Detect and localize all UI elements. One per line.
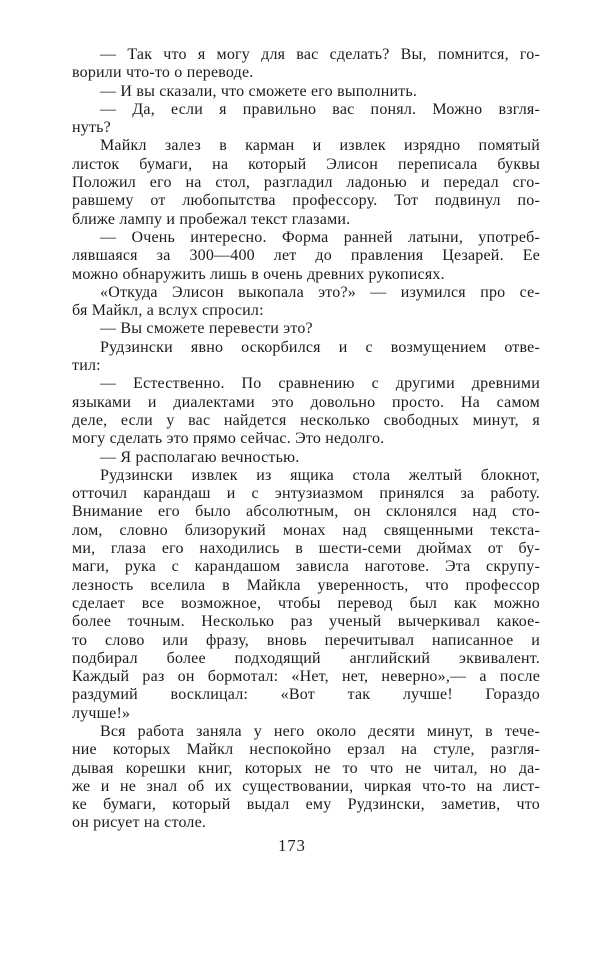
- text-line: листок бумаги, на который Элисон переписала буквы: [72, 155, 540, 173]
- text-line: нуть?: [72, 119, 111, 137]
- paragraph: [72, 284, 540, 321]
- text-line: ближе лампу и пробежал текст глазами.: [72, 210, 351, 228]
- paragraph: [72, 101, 540, 138]
- text-line: ние которых Майкл неспокойно ерзал на стуле, разгля-: [72, 741, 540, 759]
- text-line: деле, если у вас найдется несколько свободных минут, я: [72, 411, 540, 429]
- text-line: ворили что-то о переводе.: [72, 64, 254, 82]
- text-line: могу сделать это прямо сейчас. Это недолго.: [72, 430, 385, 448]
- text-block: [72, 46, 540, 833]
- text-line: тил:: [72, 357, 101, 375]
- text-line: отточил карандаш и с энтузиазмом принялся за работу.: [72, 485, 540, 503]
- text-line: можно обнаружить лишь в очень древних рукописях.: [72, 265, 445, 283]
- text-line: ке бумаги, который выдал ему Рудзински, заметив, что: [72, 796, 540, 814]
- text-line: Рудзински извлек из ящика стола желтый блокнот,: [100, 466, 540, 484]
- text-line: — Вы сможете перевести это?: [100, 320, 313, 338]
- page-number: 173: [278, 836, 306, 855]
- paragraph: [72, 83, 540, 101]
- text-line: Вся работа заняла у него около десяти минут, в тече-: [100, 722, 540, 740]
- text-line: ми, глаза его находились в шести-семи дюймах от бу-: [72, 540, 540, 558]
- text-line: — Я располагаю вечностью.: [100, 448, 300, 466]
- text-line: более точным. Несколько раз ученый вычеркивал какое-: [72, 613, 540, 631]
- text-line: языками и диалектами это довольно просто. На самом: [72, 393, 540, 411]
- text-line: лучше!»: [72, 704, 131, 722]
- text-line: дывая корешки книг, которых не то что не читал, но да-: [72, 759, 540, 777]
- text-line: равшему от любопытства профессору. Тот подвинул по-: [72, 192, 540, 210]
- text-line: маги, рука с карандашом зависла наготове. Эта скрупу-: [72, 558, 540, 576]
- text-line: — И вы сказали, что сможете его выполнить.: [100, 82, 418, 100]
- paragraph: [72, 137, 540, 228]
- paragraph: [72, 339, 540, 376]
- text-line: то слово или фразу, вновь перечитывал написанное и: [72, 631, 540, 649]
- text-line: лезность вселила в Майкла уверенность, что профессор: [72, 576, 540, 594]
- text-line: Внимание его было абсолютным, он склонялся над сто-: [72, 503, 540, 521]
- text-line: бя Майкл, а вслух спросил:: [72, 302, 264, 320]
- paragraph: [72, 375, 540, 448]
- text-line: — Очень интересно. Форма ранней латыни, употреб-: [100, 228, 540, 246]
- text-line: же и не знал об их существовании, чиркая что-то на лист-: [72, 777, 540, 795]
- text-line: подбирал более подходящий английский эквивалент.: [72, 649, 540, 667]
- paragraph: [72, 46, 540, 83]
- text-line: — Так что я могу для вас сделать? Вы, помнится, го-: [100, 46, 540, 63]
- paragraph: [72, 449, 540, 467]
- text-line: Положил его на стол, разгладил ладонью и передал сго-: [72, 174, 540, 192]
- text-line: лявшаяся за 300—400 лет до правления Цезарей. Ее: [72, 247, 540, 265]
- text-line: Майкл залез в карман и извлек изрядно помятый: [100, 137, 540, 155]
- text-line: — Естественно. По сравнению с другими древними: [100, 375, 540, 393]
- paragraph: [72, 320, 540, 338]
- text-line: Каждый раз он бормотал: «Нет, нет, неверно»,— а после: [72, 668, 540, 686]
- text-line: — Да, если я правильно вас понял. Можно взгля-: [100, 100, 540, 118]
- paragraph: [72, 229, 540, 284]
- text-line: лом, словно близорукий монах над священными текста-: [72, 521, 540, 539]
- paragraph: [72, 723, 540, 833]
- text-line: «Откуда Элисон выкопала это?» — изумился про се-: [100, 283, 540, 301]
- paragraph: [72, 467, 540, 723]
- text-line: сделает все возможное, чтобы перевод был как можно: [72, 594, 540, 612]
- text-line: Рудзински явно оскорбился и с возмущением отве-: [100, 338, 540, 356]
- text-line: он рисует на столе.: [72, 814, 207, 832]
- text-line: раздумий восклицал: «Вот так лучше! Гораздо: [72, 686, 540, 704]
